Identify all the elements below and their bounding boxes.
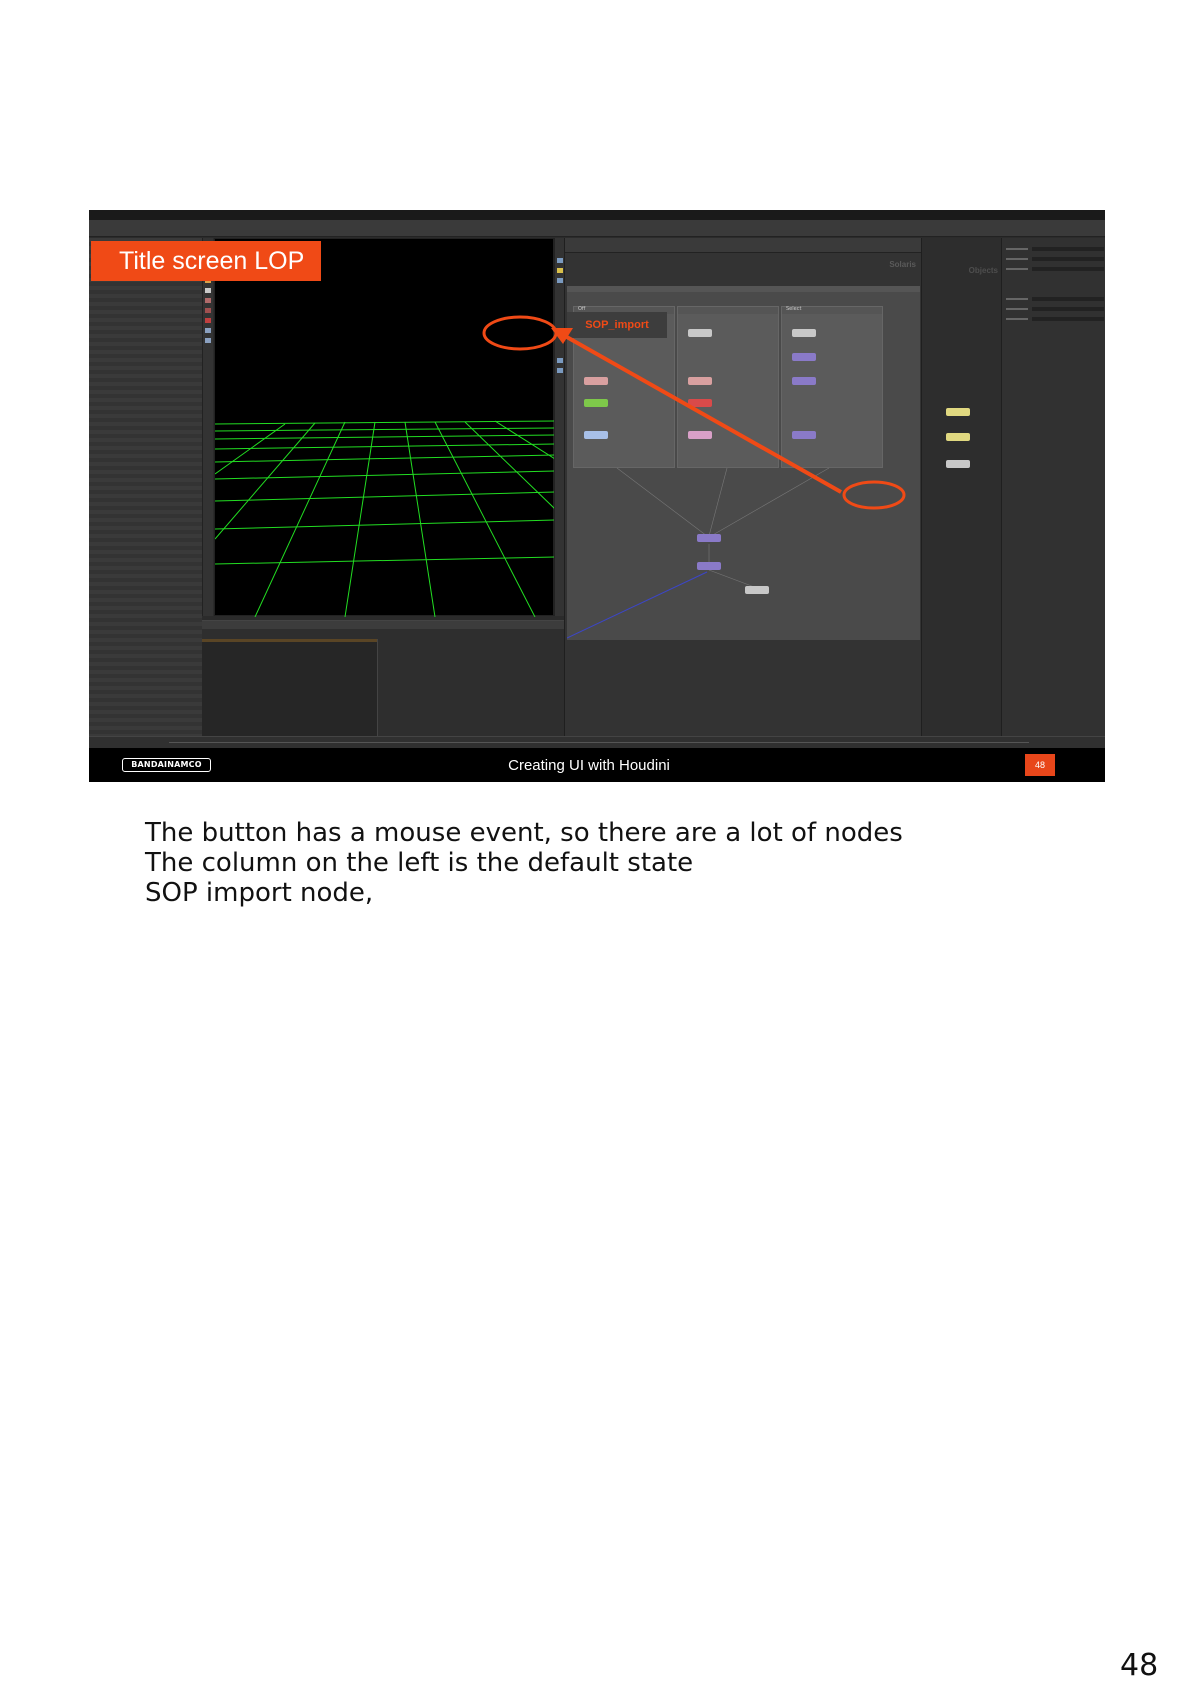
network-box-header: Off	[574, 307, 674, 314]
page-number: 48	[1120, 1648, 1159, 1683]
presentation-title: Creating UI with Houdini	[508, 757, 670, 774]
company-logo: BANDAINAMCO	[122, 758, 211, 772]
annotation-overlay	[89, 210, 1105, 782]
speaker-notes	[145, 818, 1095, 908]
highlight-ellipse-button-geo	[844, 482, 904, 508]
notes-line: The button has a mouse event, so there are a lot of nodes	[145, 818, 903, 848]
objects-context-label: Objects	[968, 266, 998, 275]
notes-line: SOP import node,	[145, 878, 374, 908]
highlight-ellipse-sop-import	[484, 317, 556, 349]
sop-import-callout: SOP_import	[567, 312, 667, 338]
slide-number-badge: 48	[1025, 754, 1055, 776]
callout-arrow-line	[565, 336, 841, 492]
slide-screenshot	[89, 210, 1105, 782]
notes-line: The column on the left is the default state	[145, 848, 694, 878]
title-screen-lop-label: Title screen LOP	[91, 241, 321, 281]
network-box-header: Select	[782, 307, 882, 314]
network-context-label: Solaris	[889, 260, 916, 269]
